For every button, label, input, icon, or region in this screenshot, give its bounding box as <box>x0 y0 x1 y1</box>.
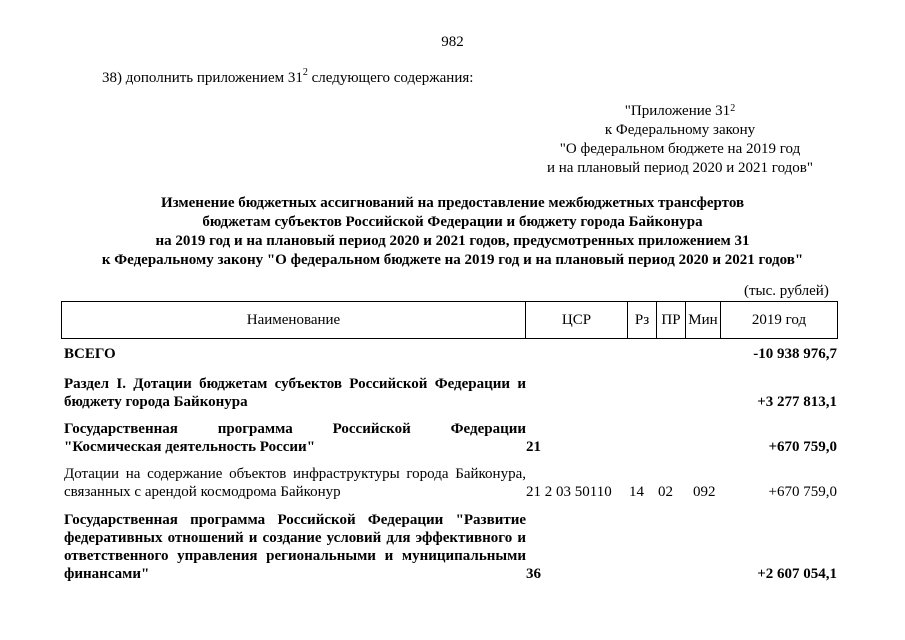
page-number: 982 <box>441 34 464 50</box>
appendix-line-3: "О федеральном бюджете на 2019 год <box>559 141 801 157</box>
appendix-line-2: к Федеральному закону <box>604 122 756 138</box>
program-federal-csr: 36 <box>526 566 541 582</box>
header-csr: ЦСР <box>526 302 628 339</box>
baikonur-subsidy-pr: 02 <box>658 484 673 500</box>
baikonur-subsidy-csr: 21 2 03 50110 <box>526 484 612 500</box>
program-federal-name-line-2: федеративных отношений и создание условий для эффективного и <box>64 530 526 546</box>
program-federal-amount: +2 607 054,1 <box>757 566 837 582</box>
table-row-total-amount: -10 938 976,7 <box>753 346 837 362</box>
appendix-header: "Приложение $31^2$ к Федеральному закону "О федеральном бюджете на 2019 год и на плановый период 2020 и 2021 годов" <box>500 102 860 178</box>
table-row-total-name: ВСЕГО <box>64 346 116 362</box>
appendix-line-4: и на плановый период 2020 и 2021 годов" <box>547 160 813 176</box>
header-rz: Рз <box>628 302 657 339</box>
baikonur-subsidy-min: 092 <box>693 484 716 500</box>
header-name: Наименование <box>62 302 526 339</box>
title-line-1: Изменение бюджетных ассигнований на предоставление межбюджетных трансфертов <box>160 195 745 211</box>
section-1-name-line-2: бюджету города Байконура <box>64 394 248 410</box>
appendix-line-1: "Приложение 31 <box>624 103 731 119</box>
program-federal-name-line-1: Государственная программа Российской Федерации "Развитие <box>64 512 526 528</box>
program-federal-name-line-3: ответственного управления региональными и муниципальными <box>64 548 526 564</box>
header-year: 2019 год <box>721 302 838 339</box>
section-1-amount: +3 277 813,1 <box>757 394 837 410</box>
units-label: (тыс. рублей) <box>744 283 829 299</box>
program-space-amount: +670 759,0 <box>768 439 837 455</box>
header-min: Мин <box>686 302 721 339</box>
baikonur-subsidy-rz: 14 <box>629 484 644 500</box>
table-header <box>61 301 838 339</box>
program-space-name-line-2: "Космическая деятельность России" <box>64 439 316 455</box>
baikonur-subsidy-name-line-1: Дотации на содержание объектов инфраструктуры города Байконура, <box>64 466 526 482</box>
title-line-3: на 2019 год и на плановый период 2020 и 2021 годов, предусмотренных приложением 31 <box>155 233 750 249</box>
document-title <box>40 194 865 270</box>
amendment-text: 38) дополнить приложением $31^2$ следующего содержания: <box>102 67 474 86</box>
program-space-csr: 21 <box>526 439 541 455</box>
program-federal-name-line-4: финансами" <box>64 566 150 582</box>
title-line-2: бюджетам субъектов Российской Федерации и бюджету города Байконура <box>202 214 703 230</box>
program-space-name-line-1: Государственная программа Российской Федерации <box>64 421 526 437</box>
baikonur-subsidy-name-line-2: связанных с арендой космодрома Байконур <box>64 484 341 500</box>
section-1-name-line-1: Раздел I. Дотации бюджетам субъектов Российской Федерации и <box>64 376 526 392</box>
baikonur-subsidy-amount: +670 759,0 <box>768 484 837 500</box>
title-line-4: к Федеральному закону "О федеральном бюджете на 2019 год и на плановый период 2020 и 2021 годов" <box>101 252 804 268</box>
header-pr: ПР <box>657 302 686 339</box>
